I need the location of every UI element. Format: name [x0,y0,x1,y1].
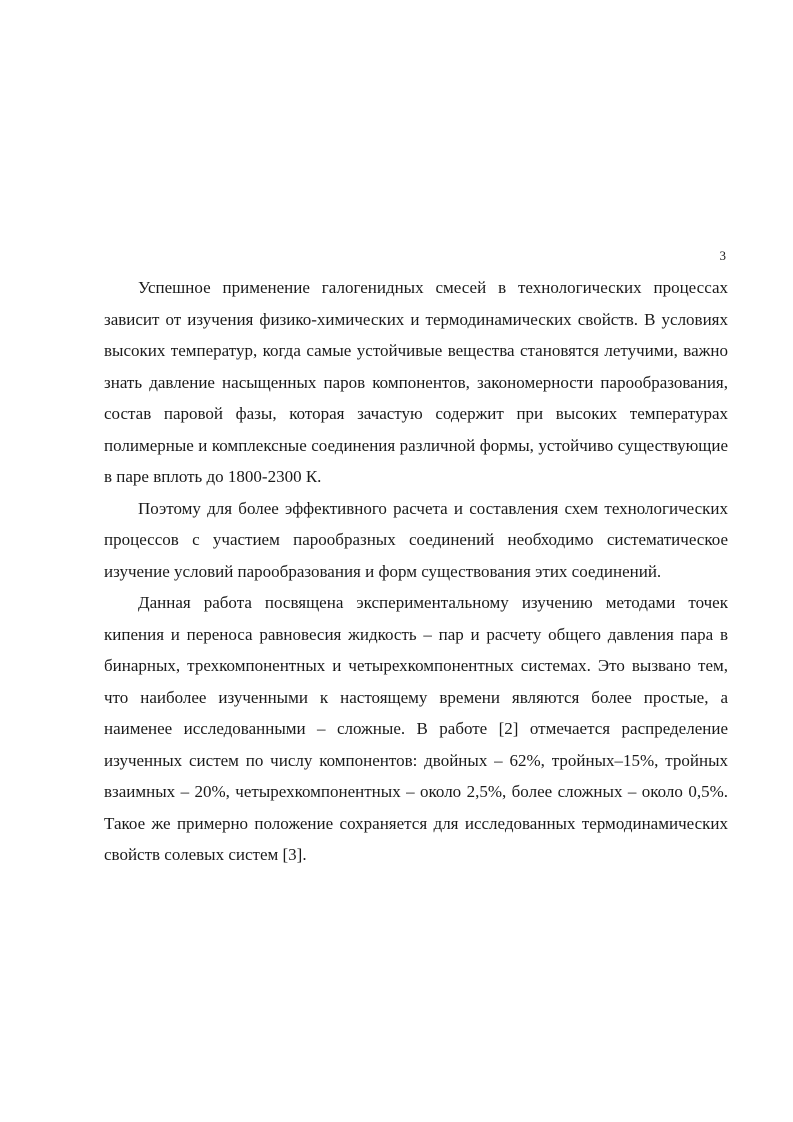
paragraph-1: Успешное применение галогенидных смесей в технологических процессах зависит от изучения физико-химических и термодинамических свойств. В условиях высоких температур, когда самые устойчивые вещества становятся летучими, важно знать давление насыщенных паров компонентов, закономерности парообразования, состав паровой фазы, которая зачастую содержит при высоких температурах полимерные и комплексные соединения различной формы, устойчиво существующие в паре вплоть до 1800-2300 К. [104,278,728,486]
body-text [104,272,728,871]
page-number: 3 [719,248,726,263]
paragraph-3: Данная работа посвящена экспериментальному изучению методами точек кипения и переноса равновесия жидкость – пар и расчету общего давления пара в бинарных, трехкомпонентных и четырехкомпонентных системах. Это вызвано тем, что наиболее изученными к настоящему времени являются более простые, а наименее исследованными – сложные. В работе [2] отмечается распределение изученных систем по числу компонентов: двойных – 62%, тройных–15%, тройных взаимных – 20%, четырехкомпонентных – около 2,5%, более сложных – около 0,5%. Такое же примерно положение сохраняется для исследованных термодинамических свойств солевых систем [3]. [104,593,728,864]
paragraph-2: Поэтому для более эффективного расчета и составления схем технологических процессов с участием парообразных соединений необходимо систематическое изучение условий парообразования и форм существования этих соединений. [104,498,728,581]
